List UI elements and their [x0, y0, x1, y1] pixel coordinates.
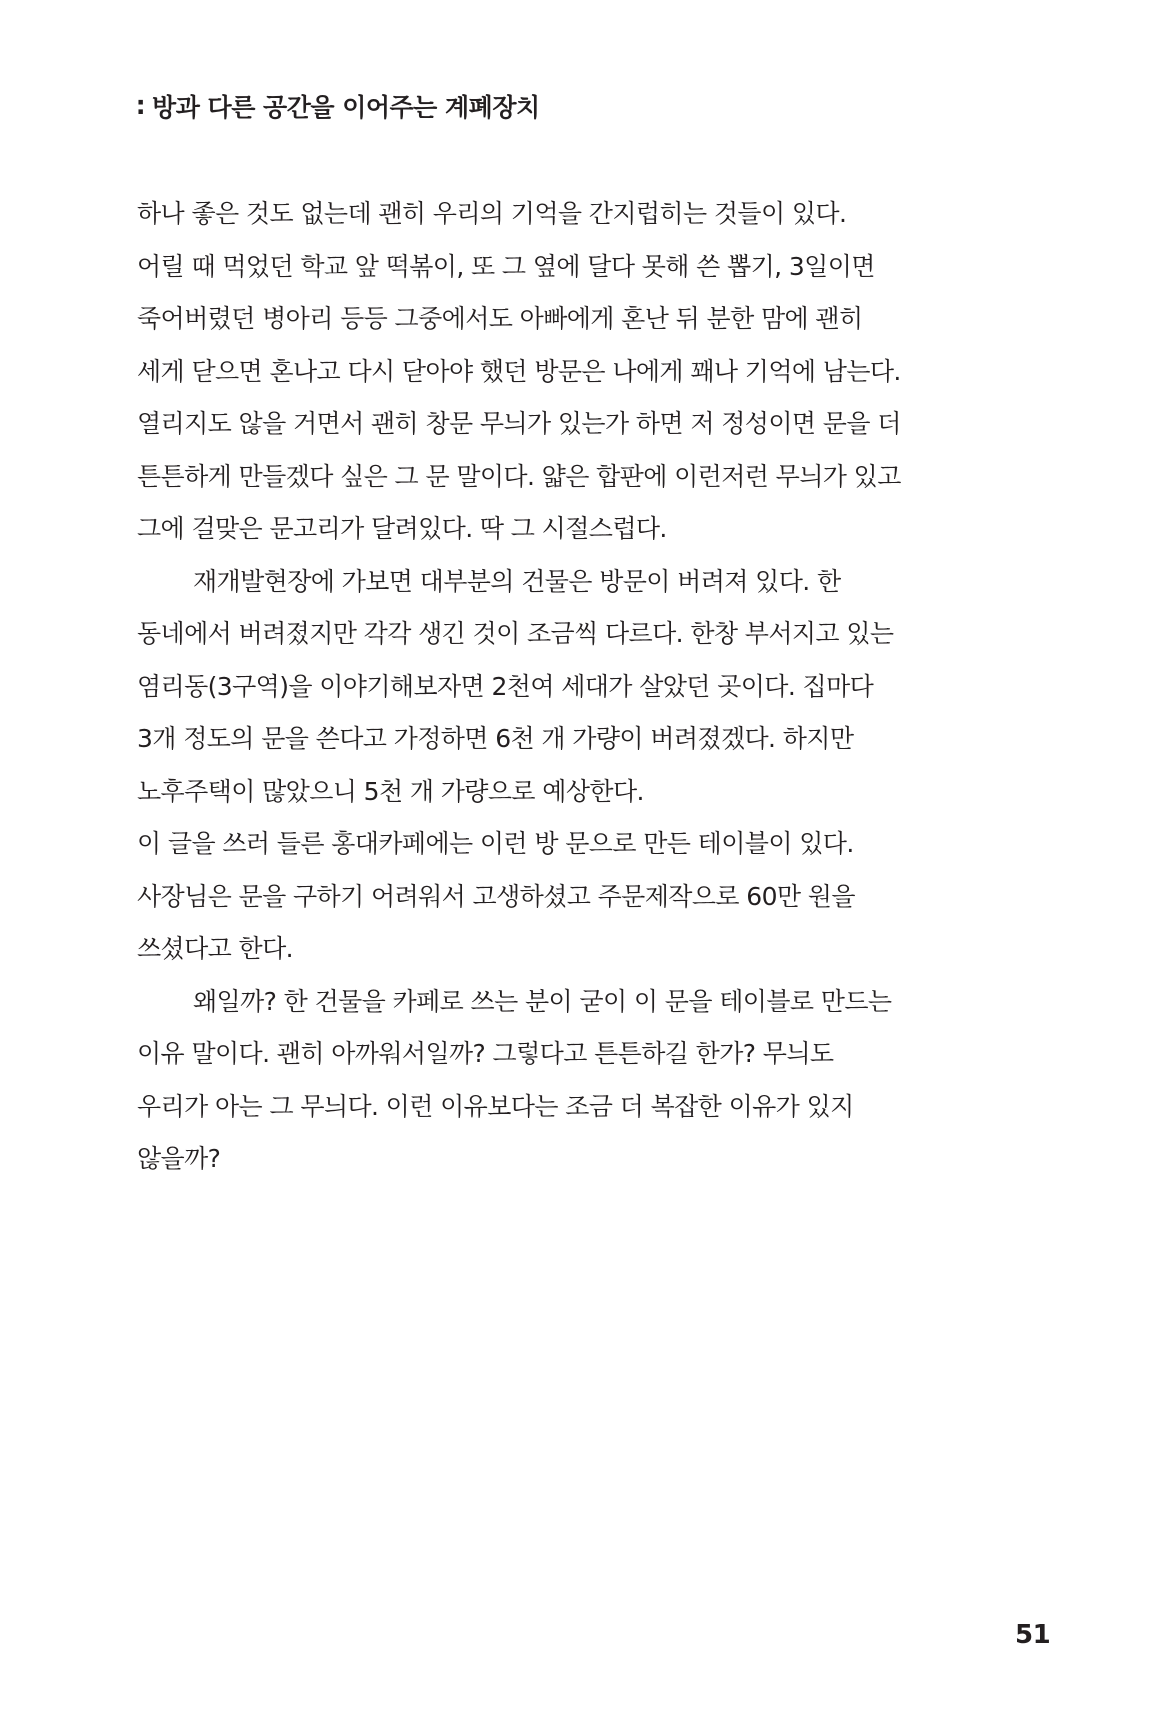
text-line: 이 글을 쓰러 들른 홍대카페에는 이런 방 문으로 만든 테이블이 있다. [137, 829, 854, 858]
text-line: 우리가 아는 그 무늬다. 이런 이유보다는 조금 더 복잡한 이유가 있지 [137, 1091, 854, 1121]
text-line: 그에 걸맞은 문고리가 달려있다. 딱 그 시절스럽다. [137, 514, 667, 543]
section-heading: ∶ 방과 다른 공간을 이어주는 계폐장치 [137, 93, 540, 122]
text-line: 튼튼하게 만들겠다 싶은 그 문 말이다. 얇은 합판에 이런저런 무늬가 있고 [137, 461, 901, 491]
text-line: 3개 정도의 문을 쓴다고 가정하면 6천 개 가량이 버려졌겠다. 하지만 [137, 724, 854, 753]
body-text [137, 188, 1017, 1186]
text-line: 동네에서 버려졌지만 각각 생긴 것이 조금씩 다르다. 한창 부서지고 있는 [137, 619, 894, 648]
text-line: 세게 닫으면 혼나고 다시 닫아야 했던 방문은 나에게 꽤나 기억에 남는다. [137, 356, 901, 386]
text-line: 어릴 때 먹었던 학교 앞 떡볶이, 또 그 옆에 달다 못해 쓴 뽑기, 3일이면 [137, 251, 875, 281]
text-line: 하나 좋은 것도 없는데 괜히 우리의 기억을 간지럽히는 것들이 있다. [137, 199, 847, 228]
text-line: 이유 말이다. 괜히 아까워서일까? 그렇다고 튼튼하길 한가? 무늬도 [137, 1039, 834, 1068]
text-line: 죽어버렸던 병아리 등등 그중에서도 아빠에게 혼난 뒤 분한 맘에 괜히 [137, 304, 863, 333]
text-line: 사장님은 문을 구하기 어려워서 고생하셨고 주문제작으로 60만 원을 [137, 881, 855, 911]
text-line: 않을까? [137, 1144, 221, 1173]
text-line: 왜일까? 한 건물을 카페로 쓰는 분이 굳이 이 문을 테이블로 만드는 [193, 986, 892, 1016]
text-line: 쓰셨다고 한다. [137, 934, 293, 963]
page-number: 51 [1015, 1620, 1051, 1650]
text-line: 염리동(3구역)을 이야기해보자면 2천여 세대가 살았던 곳이다. 집마다 [137, 671, 874, 701]
text-line: 열리지도 않을 거면서 괜히 창문 무늬가 있는가 하면 저 정성이면 문을 더 [137, 409, 901, 438]
text-line: 노후주택이 많았으니 5천 개 가량으로 예상한다. [137, 776, 644, 806]
text-line: 재개발현장에 가보면 대부분의 건물은 방문이 버려져 있다. 한 [193, 566, 841, 596]
